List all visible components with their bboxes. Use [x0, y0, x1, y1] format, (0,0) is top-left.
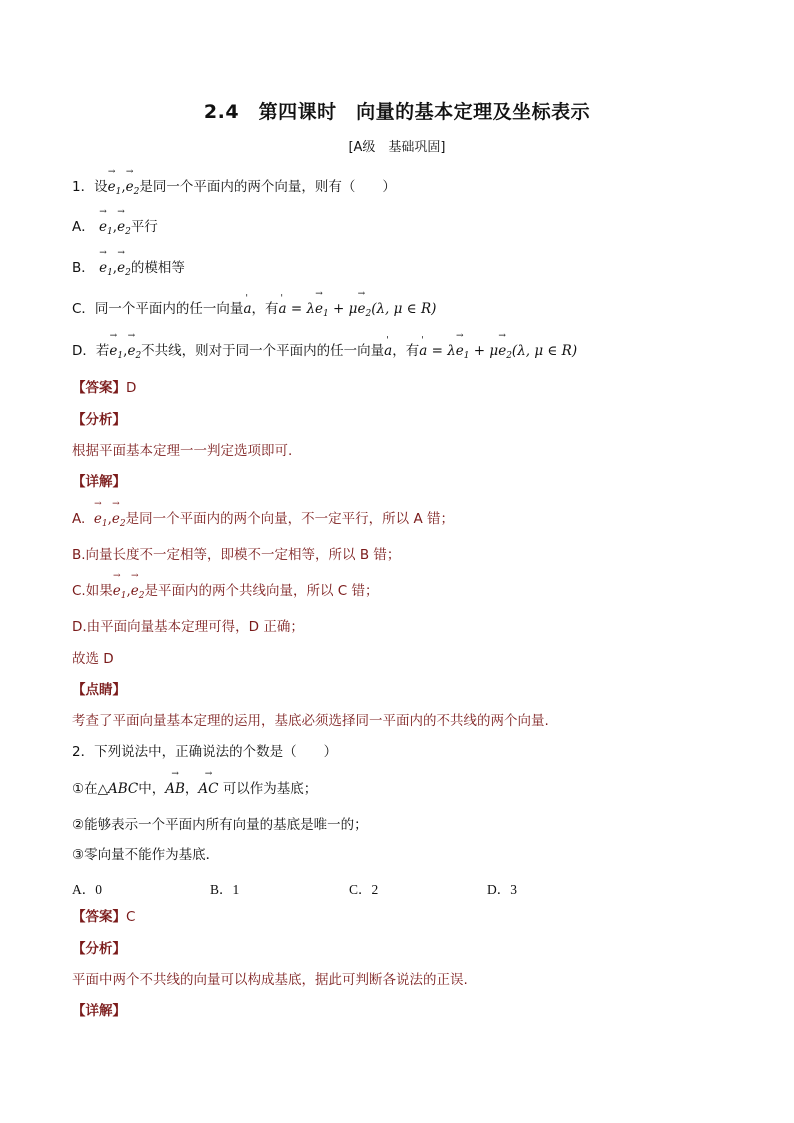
- q1-answer: 【答案】D: [72, 380, 137, 396]
- q1-detail-a: A. → $e_1,\to e_2$是同一个平面内的两个向量，不一定平行，所以 A 错；: [72, 510, 454, 528]
- q1-option-a: A． → $e_1,\to e_2$平行: [72, 218, 158, 236]
- q2-option-a: A．0: [72, 882, 102, 897]
- q2-analysis-label: 【分析】: [72, 941, 126, 957]
- q2-option-d: D．3: [487, 882, 517, 897]
- page-title: 2.4 第四课时 向量的基本定理及坐标表示: [203, 101, 591, 123]
- q1-detail-b: B.向量长度不一定相等，即模不一定相等，所以 B 错；: [72, 547, 401, 563]
- q1-stem: 1．设→ $e_1,\to e_2$是同一个平面内的两个向量，则有（ ）: [72, 178, 396, 196]
- page-subtitle: [A级 基础巩固]: [348, 140, 446, 155]
- q2-option-b: B．1: [210, 882, 240, 897]
- q2-stem: 2．下列说法中，正确说法的个数是（ ）: [72, 744, 338, 760]
- q2-answer: 【答案】C: [72, 909, 136, 925]
- q1-option-b: B． → $e_1,\to e_2$的模相等: [72, 259, 185, 277]
- q1-comment-label: 【点睛】: [72, 682, 126, 698]
- vector-e1-e2: → $e_1,\to e_2$: [108, 179, 140, 195]
- q1-detail-d: D.由平面向量基本定理可得，D 正确；: [72, 619, 304, 635]
- q1-detail-label: 【详解】: [72, 474, 126, 490]
- q2-item-3: ③零向量不能作为基底．: [72, 847, 220, 863]
- q1-detail-c: C.如果→ $e_1,\to e_2$是平面内的两个共线向量，所以 C 错；: [72, 582, 379, 600]
- q1-comment: 考查了平面向量基本定理的运用，基底必须选择同一平面内的不共线的两个向量.: [72, 713, 549, 729]
- q2-analysis: 平面中两个不共线的向量可以构成基底，据此可判断各说法的正误.: [72, 972, 468, 988]
- q2-detail-label: 【详解】: [72, 1003, 126, 1019]
- q1-analysis-label: 【分析】: [72, 412, 126, 428]
- q2-option-c: C．2: [349, 882, 379, 897]
- q2-item-1: ①在△ABC中，→ AB，→ AC 可以作为基底；: [72, 780, 317, 798]
- q1-analysis: 根据平面基本定理一一判定选项即可.: [72, 443, 293, 459]
- q2-item-2: ②能够表示一个平面内所有向量的基底是唯一的；: [72, 817, 368, 833]
- q1-option-c: C．同一个平面内的任一向量' a，有' $a = \lambda\to e_1 + \mu\to e_2(\lambda$, μ ∈ R): [72, 300, 436, 318]
- q1-conclusion: 故选 D: [72, 651, 114, 667]
- q1-option-d: D．若→ $e_1,\to e_2$不共线，则对于同一个平面内的任一向量' a，有' $a = \lambda\to e_1 + \mu\to e_2(\lambda$, μ ∈ R): [72, 342, 577, 360]
